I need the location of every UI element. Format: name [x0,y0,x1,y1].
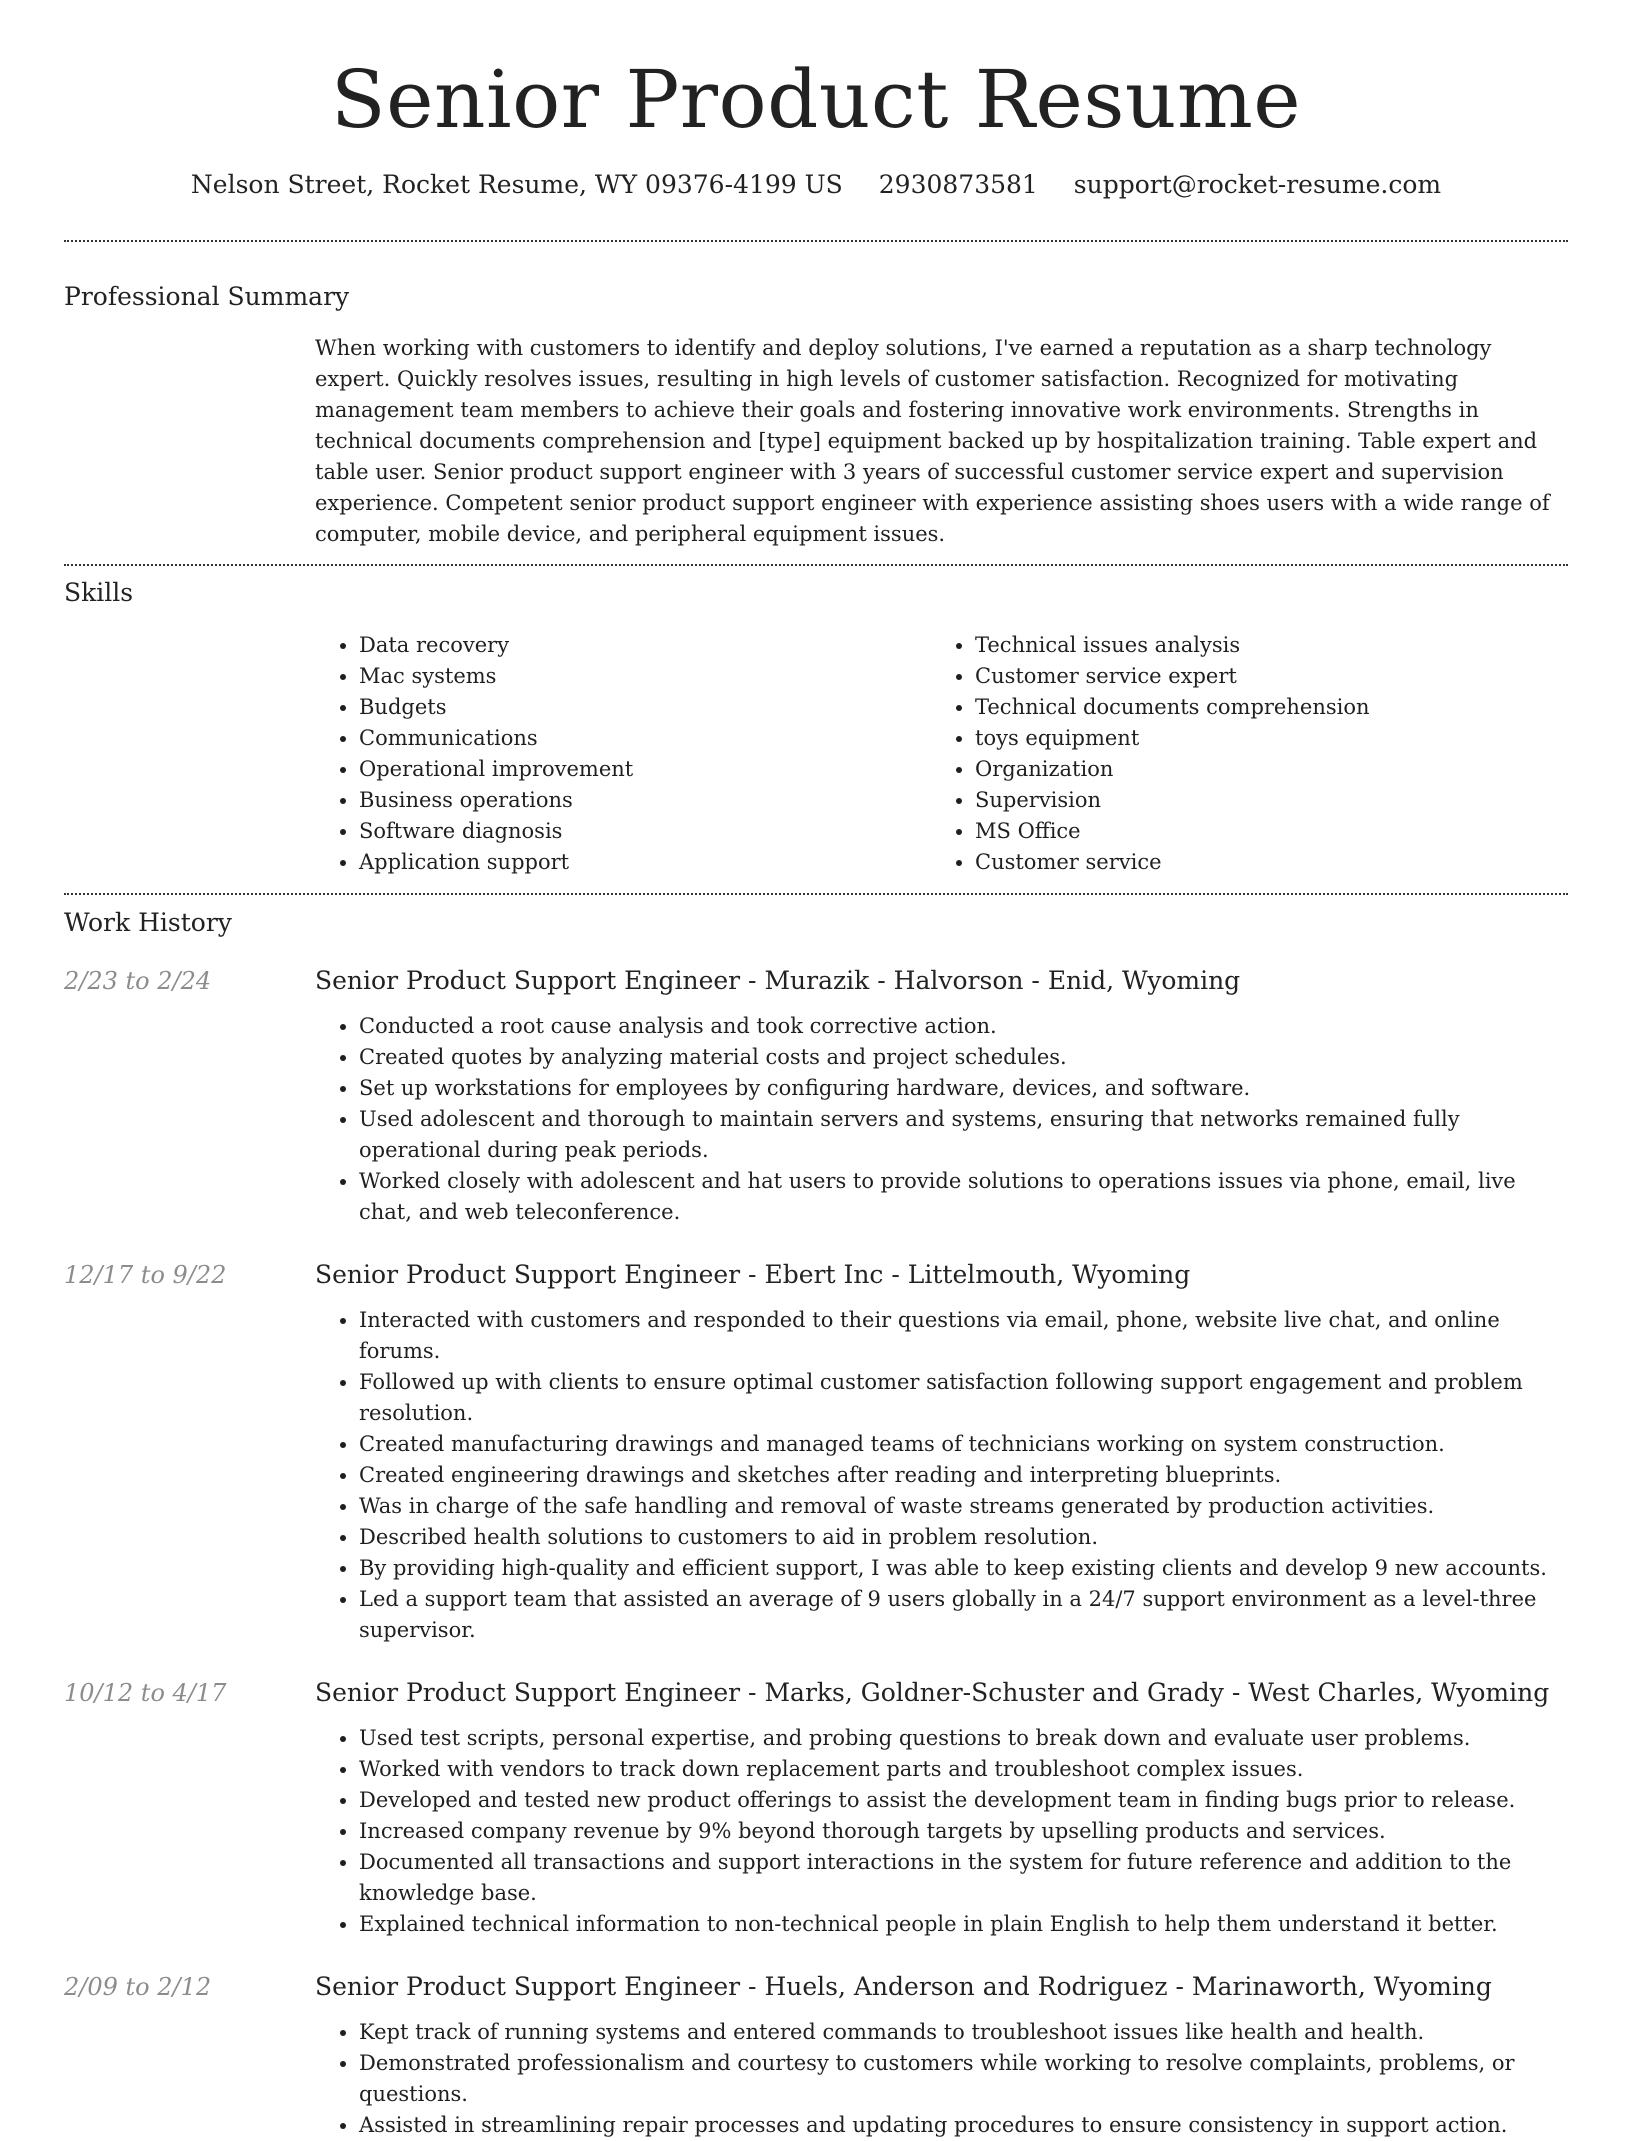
job-entry [64,1259,1568,1646]
job-bullets [315,1723,1568,1940]
work-section [64,907,1568,2141]
job-bullet: • Worked closely with adolescent and hat users to provide solutions to operations issues via phone, email, live chat, and web teleconference. [359,1166,1568,1228]
job-date: 2/23 to 2/24 [64,967,212,995]
skills-list-left [315,630,931,878]
job-bullet: • Used test scripts, personal expertise, and probing questions to break down and evaluate user problems. [359,1723,1568,1754]
contact-line [64,168,1568,202]
skill-item: • Data recovery [359,630,931,661]
skill-item: • Software diagnosis [359,816,931,847]
summary-section [64,281,1568,550]
summary-heading: Professional Summary [64,282,350,311]
job-date: 12/17 to 9/22 [64,1261,227,1289]
job-bullets [315,1011,1568,1228]
skill-item: • Supervision [975,785,1575,816]
skill-item: • Application support [359,847,931,878]
job-bullet: • Demonstrated professionalism and courtesy to customers while working to resolve complaints, problems, or questions. [359,2048,1568,2110]
job-title: Senior Product Support Engineer - Ebert Inc - Littelmouth, Wyoming [315,1260,1191,1289]
skill-item: • Organization [975,754,1575,785]
job-bullet: • By providing high-quality and efficient support, I was able to keep existing clients and develop 9 new accounts. [359,1553,1568,1584]
job-entry [64,965,1568,1228]
job-title: Senior Product Support Engineer - Marks, Goldner-Schuster and Grady - West Charles, Wyoming [315,1678,1550,1707]
skill-item: • Business operations [359,785,931,816]
header-divider [64,240,1568,242]
contact-address: Nelson Street, Rocket Resume, WY 09376-4199 US [190,170,843,199]
job-bullet: • Developed and tested new product offerings to assist the development team in finding bugs prior to release. [359,1785,1568,1816]
job-bullet: • Conducted a root cause analysis and took corrective action. [359,1011,1568,1042]
job-bullet: • Followed up with clients to ensure optimal customer satisfaction following support engagement and problem resolution. [359,1367,1568,1429]
job-bullet: • Described health solutions to customers to aid in problem resolution. [359,1522,1568,1553]
job-entry [64,1971,1568,2141]
job-bullet: • Created quotes by analyzing material costs and project schedules. [359,1042,1568,1073]
resume-title: Senior Product Resume [330,53,1302,146]
job-bullets [315,1305,1568,1646]
summary-text: When working with customers to identify and deploy solutions, I've earned a reputation as a sharp technology expert. Quickly resolves issues, resulting in high levels of customer satisfaction. Recognized for motivating management team members to achieve their goals and fostering innovative work environments. Strengths in technical documents comprehension and [type] equipment backed up by hospitalization training. Table expert and table user. Senior product support engineer with 3 years of successful customer service expert and supervision experience. Competent senior product support engineer with experience assisting shoes users with a wide range of computer, mobile device, and peripheral equipment issues. [315,336,1550,546]
skill-item: • Communications [359,723,931,754]
job-bullets [315,2017,1568,2141]
job-bullet: • Increased company revenue by 9% beyond thorough targets by upselling products and services. [359,1816,1568,1847]
skill-item: • Technical documents comprehension [975,692,1575,723]
job-date: 10/12 to 4/17 [64,1679,227,1707]
job-title: Senior Product Support Engineer - Huels, Anderson and Rodriguez - Marinaworth, Wyoming [315,1972,1492,2001]
job-entry [64,1677,1568,1940]
job-bullet: • Used adolescent and thorough to maintain servers and systems, ensuring that networks remained fully operational during peak periods. [359,1104,1568,1166]
skill-item: • MS Office [975,816,1575,847]
job-title: Senior Product Support Engineer - Murazik - Halvorson - Enid, Wyoming [315,966,1241,995]
job-bullet: • Set up workstations for employees by configuring hardware, devices, and software. [359,1073,1568,1104]
resume-page [64,0,1568,2141]
job-bullet: • Created engineering drawings and sketches after reading and interpreting blueprints. [359,1460,1568,1491]
skill-item: • Budgets [359,692,931,723]
skill-item: • Operational improvement [359,754,931,785]
skill-item: • toys equipment [975,723,1575,754]
job-bullet: • Documented all transactions and support interactions in the system for future reference and addition to the knowledge base. [359,1847,1568,1909]
job-bullet: • Kept track of running systems and entered commands to troubleshoot issues like health and health. [359,2017,1568,2048]
job-bullet: • Assisted in streamlining repair processes and updating procedures to ensure consistency in support action. [359,2110,1568,2141]
skills-heading: Skills [64,578,134,607]
job-bullet: • Created manufacturing drawings and managed teams of technicians working on system construction. [359,1429,1568,1460]
job-date: 2/09 to 2/12 [64,1973,212,2001]
skills-section [64,577,1568,878]
contact-phone: 2930873581 [878,170,1038,199]
job-bullet: • Worked with vendors to track down replacement parts and troubleshoot complex issues. [359,1754,1568,1785]
skill-item: • Customer service [975,847,1575,878]
skill-item: • Technical issues analysis [975,630,1575,661]
summary-divider [64,564,1568,566]
contact-email: support@rocket-resume.com [1073,170,1442,199]
work-heading: Work History [64,908,232,937]
job-bullet: • Explained technical information to non-technical people in plain English to help them understand it better. [359,1909,1568,1940]
job-bullet: • Interacted with customers and responded to their questions via email, phone, website live chat, and online forums. [359,1305,1568,1367]
job-bullet: • Led a support team that assisted an average of 9 users globally in a 24/7 support environment as a level-three supervisor. [359,1584,1568,1646]
skill-item: • Customer service expert [975,661,1575,692]
job-bullet: • Was in charge of the safe handling and removal of waste streams generated by production activities. [359,1491,1568,1522]
skill-item: • Mac systems [359,661,931,692]
skills-list-right [931,630,1575,878]
skills-divider [64,893,1568,895]
